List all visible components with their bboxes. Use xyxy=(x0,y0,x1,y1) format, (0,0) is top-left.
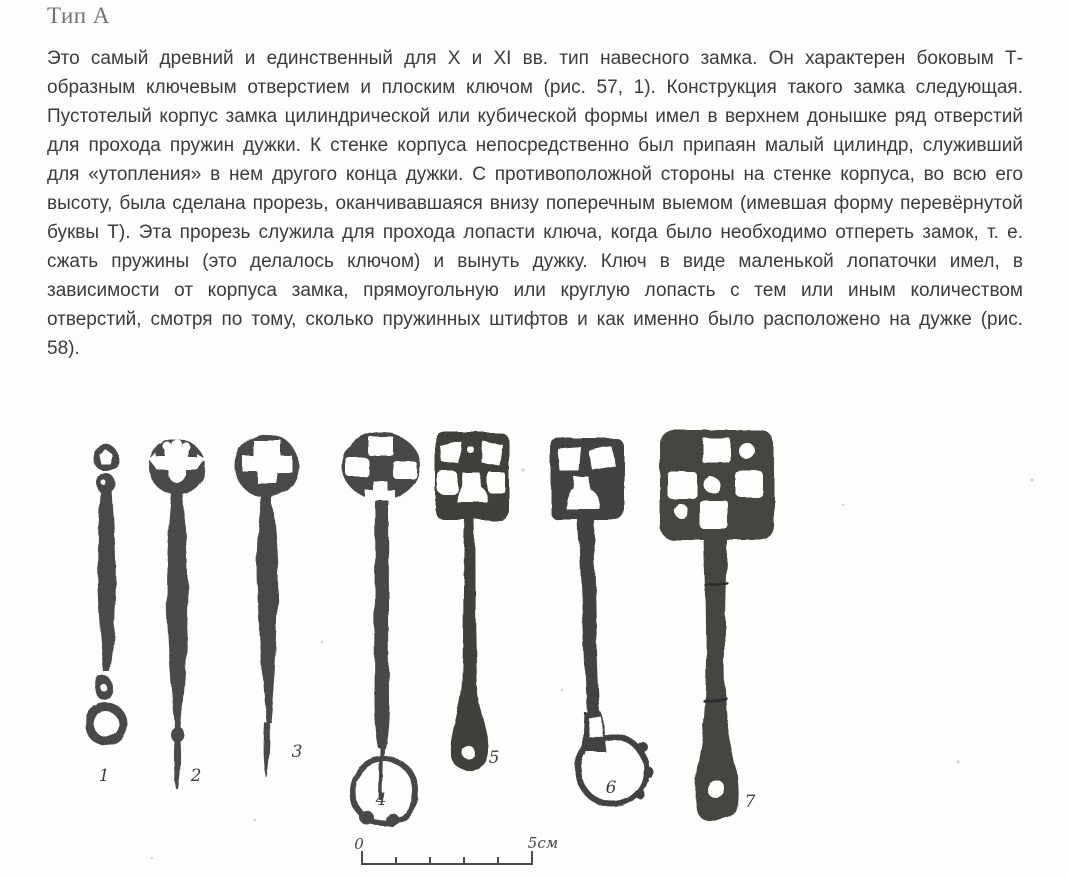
scale-bar-start-label: 0 xyxy=(354,835,364,853)
key-label-3: 3 xyxy=(291,742,303,762)
key-drawing-3 xyxy=(235,434,299,778)
key-drawing-7 xyxy=(660,430,774,821)
key-label-2: 2 xyxy=(190,766,202,786)
key-drawing-1 xyxy=(89,445,123,741)
key-label-4: 4 xyxy=(375,790,387,810)
section-heading: Тип А xyxy=(47,3,110,28)
key-label-7: 7 xyxy=(744,792,756,812)
key-drawing-5 xyxy=(435,432,509,770)
key-number-labels xyxy=(99,742,756,812)
keys-figure-svg xyxy=(0,418,1068,877)
key-label-5: 5 xyxy=(488,748,500,768)
key-label-6: 6 xyxy=(605,778,617,798)
key-drawing-6 xyxy=(550,438,654,804)
scale-bar xyxy=(362,851,532,864)
key-drawing-4 xyxy=(342,432,420,827)
body-paragraph: Это самый древний и единственный для X и XI вв. тип навесного замка. Он характерен боковым Т-образным ключевым отверстием и плоским ключом (рис. 57, 1). Конструкция такого замка следующая. Пустотелый корпус замка цилиндрической или кубической формы имел в верхнем донышке ряд отверстий для прохода пружин дужки. К стенке корпуса непосредственно был припаян малый цилиндр, служивший для «утопления» в нем другого конца дужки. С противоположной стороны на стенке корпуса, во всю его высоту, была сделана прорезь, оканчивавшаяся внизу поперечным выемом (имевшая форму перевёрнутой буквы Т). Эта прорезь служила для прохода лопасти ключа, когда было необходимо отпереть замок, т. е. сжать пружины (это делалось ключом) и вынуть дужку. Ключ в виде маленькой лопаточки имел, в зависимости от корпуса замка, прямоугольную или круглую лопасть с тем или иным количеством отверстий, смотря по тому, сколько пружинных штифтов и как именно было расположено на дужке (рис. 58). xyxy=(47,48,1023,359)
key-label-1: 1 xyxy=(98,766,110,786)
scale-bar-end-label: 5см xyxy=(527,834,559,852)
keys-illustration xyxy=(0,418,1068,877)
key-drawing-2 xyxy=(149,439,205,790)
